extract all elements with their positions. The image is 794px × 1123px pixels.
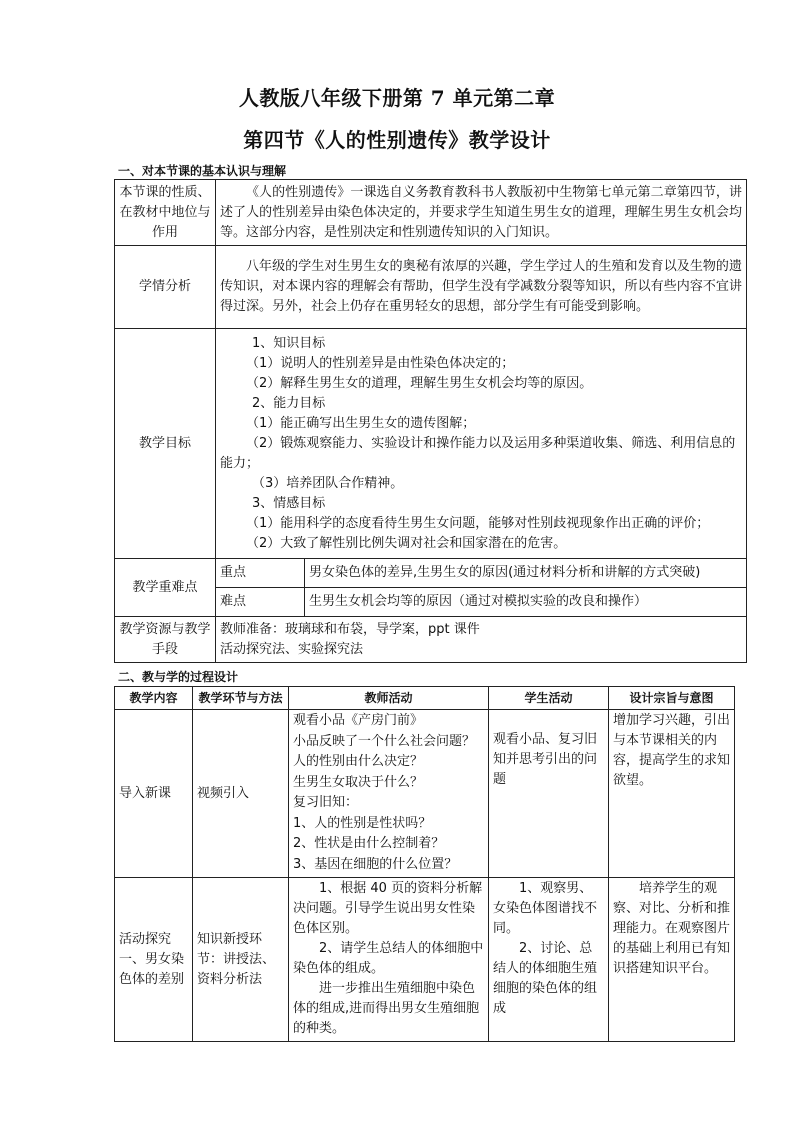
goal-line: 1、知识目标 <box>252 335 326 351</box>
analysis-label: 学情分析 <box>115 246 216 329</box>
teacher-line: 进一步推出生殖细胞中染色体的组成,进而得出男女生殖细胞的种类。 <box>293 981 480 1036</box>
table-row <box>115 878 735 1042</box>
table-row <box>115 329 747 559</box>
row-teacher <box>289 878 489 1042</box>
header-cell: 教师活动 <box>289 687 489 710</box>
table-row <box>115 180 747 246</box>
position-text: 《人的性别遗传》一课选自义务教育教科书人教版初中生物第七单元第二章第四节，讲述了人的性别差异由染色体决定的，并要求学生知道生男生女的道理，理解生男生女机会均等。这部分内容，是性别决定和性别遗传知识的入门知识。 <box>216 180 747 246</box>
goal-line: 2、能力目标 <box>252 395 326 411</box>
table-header-row <box>115 687 735 710</box>
row-student <box>489 878 609 1042</box>
goals-label: 教学目标 <box>115 329 216 559</box>
page-title-line1: 人教版八年级下册第 7 单元第二章 <box>238 86 556 110</box>
resources-label: 教学资源与教学手段 <box>115 617 216 663</box>
resources-line: 活动探究法、实验探究法 <box>220 641 364 657</box>
row-method: 知识新授环节：讲授法、资料分析法 <box>193 878 289 1042</box>
process-design-table <box>114 686 735 1042</box>
row-content: 活动探究一、男女染色体的差别 <box>115 878 193 1042</box>
table-row <box>115 246 747 329</box>
goal-line: （2）大致了解性别比例失调对社会和国家潜在的危害。 <box>246 535 567 551</box>
key-label: 重点 <box>216 559 305 588</box>
goal-line: （1）说明人的性别差异是由性染色体决定的； <box>246 355 515 371</box>
resources-text <box>216 617 747 663</box>
analysis-text: 八年级的学生对生男生女的奥秘有浓厚的兴趣，学生学过人的生殖和发育以及生物的遗传知识，对本课内容的理解会有帮助，但学生没有学减数分裂等知识，所以有些内容不宜讲得过深。另外，社会上仍存在重男轻女的思想，部分学生有可能受到影响。 <box>216 246 747 329</box>
table-row <box>115 617 747 663</box>
row-method: 视频引入 <box>193 710 289 878</box>
section2-heading: 二、教与学的过程设计 <box>118 670 239 684</box>
goal-line: （3）培养团队合作精神。 <box>252 475 404 491</box>
teacher-line: 观看小品《产房门前》 <box>293 713 424 728</box>
header-cell: 设计宗旨与意图 <box>609 687 735 710</box>
student-line: 2、讨论、总结人的体细胞生殖细胞的染色体的组成 <box>493 941 598 1016</box>
teacher-line: 小品反映了一个什么社会问题？ <box>293 733 476 749</box>
header-cell: 学生活动 <box>489 687 609 710</box>
goal-line: （1）能正确写出生男生女的遗传图解； <box>246 415 476 431</box>
teacher-line: 1、根据 40 页的资料分析解决问题。引导学生说出男女性染色体区别。 <box>293 881 483 936</box>
teacher-line: 2、请学生总结人的体细胞中染色体的组成。 <box>293 941 484 976</box>
goal-line: 3、情感目标 <box>252 495 326 511</box>
table-row <box>115 559 747 588</box>
goal-line: （1）能用科学的态度看待生男生女问题，能够对性别歧视现象作出正确的评价； <box>246 515 710 531</box>
resources-line: 教师准备：玻璃球和布袋，导学案，ppt 课件 <box>220 621 480 637</box>
key-text: 男女染色体的差异,生男生女的原因(通过材料分析和讲解的方式突破) <box>305 559 747 588</box>
row-purpose: 培养学生的观察、对比、分析和推理能力。在观察图片的基础上利用已有知识搭建知识平台。 <box>609 878 735 1042</box>
goals-text <box>216 329 747 559</box>
table-row <box>115 710 735 878</box>
teacher-line: 生男生女取决于什么？ <box>293 774 424 790</box>
difficult-label: 难点 <box>216 588 305 617</box>
student-line: 1、观察男、女染色体图谱找不同。 <box>493 881 598 936</box>
teacher-line: 复习旧知： <box>293 795 359 810</box>
goal-line: （2）锻炼观察能力、实验设计和操作能力以及运用多种渠道收集、筛选、利用信息的能力； <box>220 435 736 471</box>
teacher-line: 1、人的性别是性状吗？ <box>293 815 432 831</box>
header-cell: 教学内容 <box>115 687 193 710</box>
teacher-line: 2、性状是由什么控制着？ <box>293 836 445 851</box>
keypoints-label: 教学重难点 <box>115 559 216 617</box>
basic-understanding-table <box>114 179 747 663</box>
teacher-line: 3、基因在细胞的什么位置？ <box>293 856 458 872</box>
header-cell: 教学环节与方法 <box>193 687 289 710</box>
goal-line: （2）解释生男生女的道理，理解生男生女机会均等的原因。 <box>246 375 593 391</box>
row-teacher <box>289 710 489 878</box>
row-content: 导入新课 <box>115 710 193 878</box>
page-title-line2: 第四节《人的性别遗传》教学设计 <box>243 128 551 152</box>
position-label: 本节课的性质、在教材中地位与作用 <box>115 180 216 246</box>
row-purpose: 增加学习兴趣，引出与本节课相关的内容，提高学生的求知欲望。 <box>609 710 735 878</box>
teacher-line: 人的性别由什么决定？ <box>293 754 424 769</box>
difficult-text: 生男生女机会均等的原因（通过对模拟实验的改良和操作） <box>305 588 747 617</box>
section1-heading: 一、对本节课的基本认识与理解 <box>118 164 287 178</box>
row-student: 观看小品、复习旧知并思考引出的问题 <box>489 710 609 878</box>
